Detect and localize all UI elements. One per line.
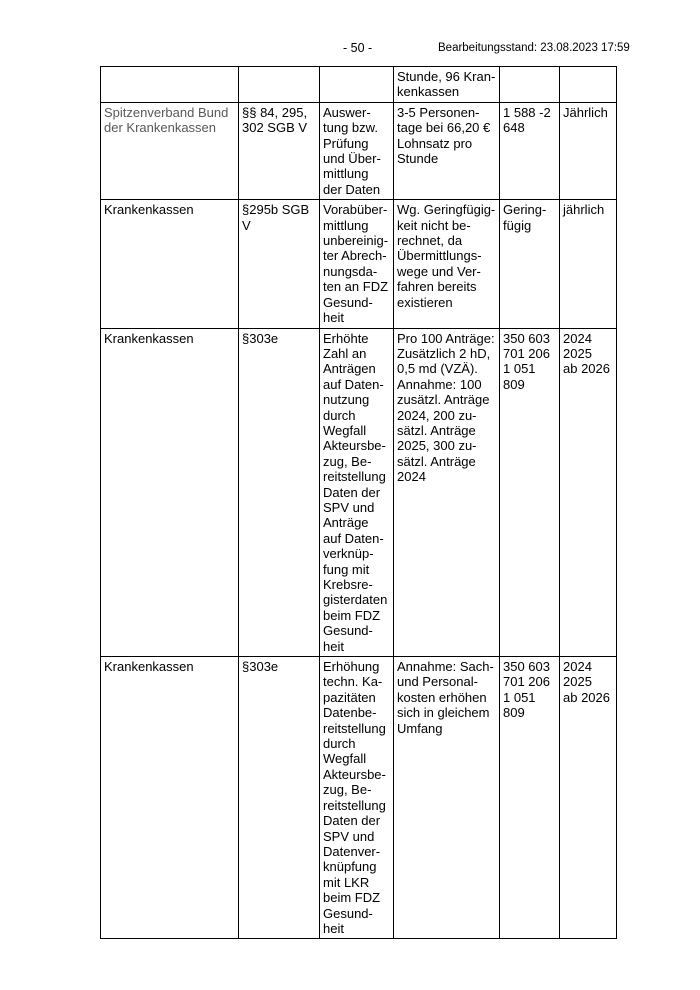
- cell-line: gisterdaten: [323, 592, 388, 608]
- cell-line: kosten erhöhen: [397, 689, 487, 705]
- cell-line: 809: [503, 376, 525, 392]
- cell-line: 1 051: [503, 361, 536, 377]
- table-row: [101, 657, 617, 939]
- cell-line: Erhöhte: [323, 330, 369, 346]
- cell-line: unbereinig-: [323, 233, 389, 249]
- cell-line: Krebsre-: [323, 577, 373, 592]
- cell-line: und Personal-: [397, 674, 478, 690]
- cell-line: §303e: [242, 659, 279, 675]
- cell-line: beim FDZ: [323, 607, 381, 623]
- cell-calculation-basis: [394, 200, 500, 328]
- cell-line: V: [242, 217, 251, 233]
- cell-line: 2025: [563, 674, 592, 690]
- cell-line: kenkassen: [397, 84, 460, 100]
- cell-line: sätzl. Anträge: [397, 422, 476, 438]
- cell-line: mittlung: [323, 217, 369, 233]
- page-number: - 50 -: [343, 41, 373, 55]
- cell-line: reitstellung: [323, 720, 386, 736]
- cell-line: tage bei 66,20 €: [397, 120, 491, 136]
- cell-line: keit nicht be-: [397, 217, 471, 233]
- cell-line: §§ 84, 295,: [242, 104, 308, 120]
- cell-line: Daten der: [323, 484, 381, 500]
- cell-line: Prüfung: [323, 135, 369, 151]
- cell-line: zusätzl. Anträge: [397, 392, 490, 408]
- cell-line: §303e: [242, 330, 279, 346]
- cell-line: und Über-: [323, 151, 381, 167]
- cell-norm: [239, 200, 320, 328]
- cell-line: 2024: [563, 659, 592, 675]
- cell-line: zug, Be-: [323, 453, 372, 469]
- cell-line: Jährlich: [563, 104, 608, 120]
- cell-line: mittlung: [323, 166, 369, 182]
- cell-line: Annahme: 100: [397, 376, 482, 392]
- cell-line: Akteursbe-: [323, 438, 386, 454]
- cell-line: ab 2026: [563, 361, 610, 377]
- cell-calculation-basis: [394, 657, 500, 939]
- cell-line: Datenbe-: [323, 705, 377, 721]
- cell-line: beim FDZ: [323, 890, 381, 906]
- table-row: [101, 102, 617, 199]
- cell-actor: [101, 102, 239, 199]
- cell-line: Akteursbe-: [323, 766, 386, 782]
- table-row: [101, 67, 617, 103]
- cell-line: Stunde: [397, 151, 439, 167]
- cell-line: 1 588 -2: [503, 104, 551, 120]
- cell-line: §295b SGB: [242, 202, 310, 218]
- cell-actor: [101, 67, 239, 103]
- cell-line: fahren bereits: [397, 279, 477, 295]
- cell-line: Übermittlungs-: [397, 248, 482, 264]
- cell-line: Umfang: [397, 720, 443, 736]
- cell-line: 2024: [397, 469, 426, 485]
- cell-norm: [239, 657, 320, 939]
- cell-line: Daten der: [323, 813, 381, 829]
- cell-line: wege und Ver-: [397, 263, 481, 279]
- cell-line: der Daten: [323, 181, 381, 197]
- cell-line: fung mit: [323, 561, 370, 577]
- cell-line: reitstellung: [323, 797, 386, 813]
- cell-period: [560, 102, 617, 199]
- cost-table: [100, 66, 617, 939]
- cell-line: Wegfall: [323, 751, 367, 767]
- cell-description: [320, 67, 394, 103]
- cell-line: Spitzenverband Bund: [104, 104, 229, 120]
- cell-description: [320, 200, 394, 328]
- cell-period: [560, 200, 617, 328]
- cell-description: [320, 657, 394, 939]
- cell-line: Anträgen: [323, 361, 376, 377]
- cell-line: ten an FDZ: [323, 279, 389, 295]
- cell-line: heit: [323, 310, 344, 326]
- cell-calculation-basis: [394, 328, 500, 657]
- cell-line: 2024: [563, 330, 592, 346]
- cell-description: [320, 328, 394, 657]
- cell-amount: [500, 102, 560, 199]
- cell-description: [320, 102, 394, 199]
- cost-table-body: [101, 67, 617, 939]
- cell-line: Auswer-: [323, 104, 371, 120]
- table-row: [101, 328, 617, 657]
- cell-line: der Krankenkassen: [104, 120, 217, 136]
- cell-line: 302 SGB V: [242, 120, 308, 136]
- cell-line: zug, Be-: [323, 782, 372, 798]
- cell-line: auf Daten-: [323, 530, 384, 546]
- cell-line: 809: [503, 705, 525, 721]
- cell-period: [560, 657, 617, 939]
- cell-line: knüpfung: [323, 859, 377, 875]
- table-row: [101, 200, 617, 328]
- cell-line: Krankenkassen: [104, 659, 194, 675]
- cell-line: 648: [503, 120, 525, 136]
- cell-norm: [239, 102, 320, 199]
- cell-line: ab 2026: [563, 689, 610, 705]
- cell-line: 701 206: [503, 674, 550, 690]
- cell-line: 2024, 200 zu-: [397, 407, 477, 423]
- cell-line: techn. Ka-: [323, 674, 383, 690]
- cell-line: 1 051: [503, 689, 536, 705]
- cell-line: Krankenkassen: [104, 202, 194, 218]
- cell-amount: [500, 200, 560, 328]
- cell-line: SPV und: [323, 828, 375, 844]
- cell-line: SPV und: [323, 499, 375, 515]
- cell-actor: [101, 200, 239, 328]
- cell-line: 350 603: [503, 330, 550, 346]
- cell-line: Pro 100 Anträge:: [397, 330, 495, 346]
- cell-line: mit LKR: [323, 874, 370, 890]
- cell-line: Datenver-: [323, 843, 381, 859]
- cell-line: 3-5 Personen-: [397, 104, 480, 120]
- cell-line: Gering-: [503, 202, 547, 218]
- cell-line: nutzung: [323, 392, 370, 408]
- cell-calculation-basis: [394, 67, 500, 103]
- cell-line: fügig: [503, 217, 532, 233]
- cell-line: heit: [323, 638, 344, 654]
- cell-line: Wegfall: [323, 422, 367, 438]
- cell-line: Zusätzlich 2 hD,: [397, 345, 491, 361]
- cell-line: reitstellung: [323, 469, 386, 485]
- cell-amount: [500, 67, 560, 103]
- cell-line: tung bzw.: [323, 120, 378, 136]
- cell-amount: [500, 328, 560, 657]
- cell-line: Annahme: Sach-: [397, 659, 494, 675]
- cell-actor: [101, 328, 239, 657]
- cell-period: [560, 67, 617, 103]
- cell-line: durch: [323, 407, 356, 423]
- revision-status: Bearbeitungsstand: 23.08.2023 17:59: [438, 42, 630, 54]
- cell-norm: [239, 328, 320, 657]
- cell-line: jährlich: [563, 202, 605, 218]
- cell-actor: [101, 657, 239, 939]
- cell-amount: [500, 657, 560, 939]
- cell-line: Vorabüber-: [323, 202, 388, 218]
- cell-line: ter Abrech-: [323, 248, 387, 264]
- cell-line: 2025: [563, 345, 592, 361]
- cell-norm: [239, 67, 320, 103]
- cell-line: auf Daten-: [323, 376, 384, 392]
- cell-line: verknüp-: [323, 546, 374, 562]
- cell-line: Anträge: [323, 515, 369, 531]
- cell-period: [560, 328, 617, 657]
- cell-line: sätzl. Anträge: [397, 453, 476, 469]
- cell-line: 0,5 md (VZÄ).: [397, 361, 478, 377]
- cell-line: Gesund-: [323, 294, 373, 310]
- cell-line: existieren: [397, 294, 453, 310]
- cell-line: 2025, 300 zu-: [397, 438, 477, 454]
- cell-line: Stunde, 96 Kran-: [397, 69, 496, 84]
- cell-line: Krankenkassen: [104, 330, 194, 346]
- cell-line: 350 603: [503, 659, 550, 675]
- cell-line: Gesund-: [323, 623, 373, 639]
- cell-line: heit: [323, 920, 344, 936]
- cell-line: Erhöhung: [323, 659, 380, 675]
- cell-line: 701 206: [503, 345, 550, 361]
- cell-line: Wg. Geringfügig-: [397, 202, 496, 218]
- cell-line: Lohnsatz pro: [397, 135, 473, 151]
- cell-line: sich in gleichem: [397, 705, 490, 721]
- cell-line: pazitäten: [323, 689, 376, 705]
- cell-line: Zahl an: [323, 345, 367, 361]
- cell-line: Gesund-: [323, 905, 373, 921]
- cell-calculation-basis: [394, 102, 500, 199]
- page-header: [0, 41, 700, 57]
- cell-line: rechnet, da: [397, 233, 463, 249]
- cell-line: durch: [323, 736, 356, 752]
- cell-line: nungsda-: [323, 263, 378, 279]
